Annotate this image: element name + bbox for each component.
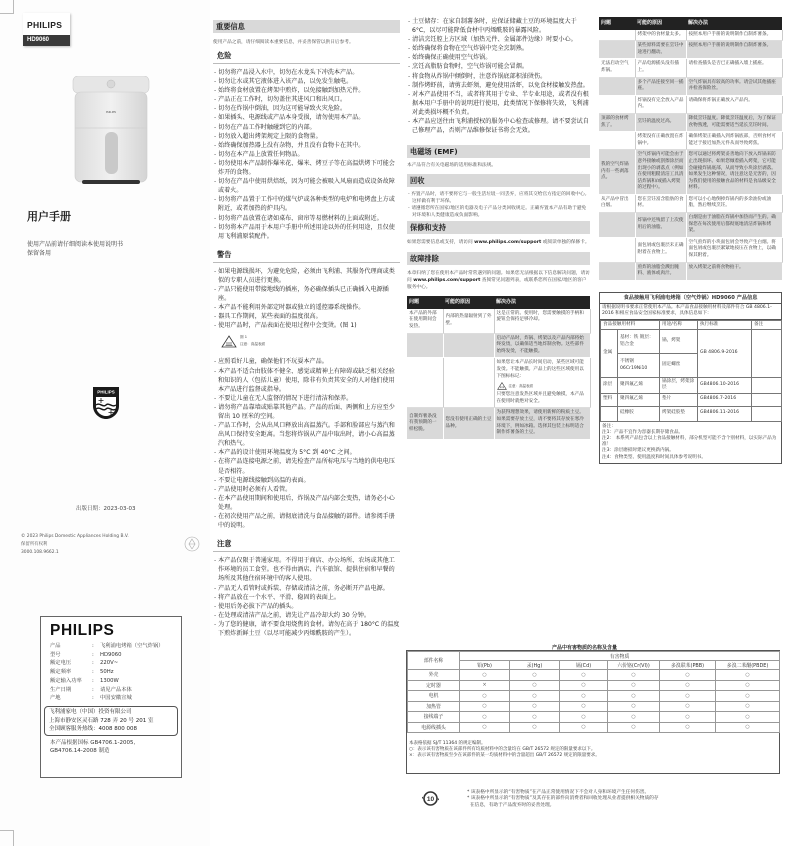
cell-solution: 为获得理想效果，请使用新鲜的粉质土豆。如果需要存放土豆，请不要将其存放在寒冷环境下，例如冰箱。选择其包装上标明适合制作炸薯条的土豆。: [494, 408, 590, 439]
hz-value: ○: [560, 670, 608, 681]
model-badge: HD9060: [23, 35, 70, 46]
list-item: - 产品工作时，会从出风口释放出高温蒸汽。手部和脸部应与蒸汽和出风口保持安全距离。当您将炸锅从产品中取出时，请小心高温蒸汽和热气。: [213, 421, 400, 448]
hz-value: ○: [608, 701, 660, 712]
list-item: - 本产品不能利用外部定时器或独立的遥控器系统操作。: [213, 303, 400, 312]
important-info-column: [213, 0, 400, 638]
hz-value: ○: [560, 680, 608, 691]
cell-problem: [599, 41, 635, 59]
fc-header-use: 用途/名称: [660, 320, 698, 329]
hz-value: ○: [608, 712, 660, 723]
list-item: - 将食物从炸锅中倾倒时，注意炸锅底部积油烫伤。: [407, 72, 590, 81]
cell-cause: 某些原料需要在烹饪中途进行翻动。: [635, 41, 686, 59]
cell-solution: 空气炸锅具有较高的功率。请尝试其他插座并检查保险丝。: [686, 77, 782, 95]
cell-problem: [599, 213, 635, 238]
manual-title: 用户手册: [27, 210, 71, 223]
table-row: [408, 722, 780, 733]
list-item: - 切勿将产品浸入水中，切勿在水龙头下冲洗本产品。: [213, 68, 400, 77]
hz-header-group: 有害物质: [460, 652, 780, 661]
column-header-solution: 解决办法: [686, 17, 782, 30]
cell-problem: 我的空气炸锅内有一些剥落点。: [599, 150, 635, 195]
table-row: [599, 194, 782, 212]
hz-value: ○: [716, 680, 780, 691]
cell-cause: [443, 358, 494, 408]
note-line: 备注：: [602, 423, 616, 429]
fc-header-remark: 备注: [752, 320, 782, 329]
cell-cause: 您没有使用正确的土豆品种。: [443, 408, 494, 439]
crop-mark: [0, 830, 14, 846]
hz-value: ○: [608, 670, 660, 681]
list-item: - 为了您的健康，请不要食用烧焦的食材。请勿在高于 180°C 的温度下煎炸新鲜土豆（以尽可能减少丙烯酰胺的产生）。: [213, 620, 400, 638]
copyright-block: © 2023 Philips Domestic Appliances Holding B.V. 保留所有权利 3000.108.9662.1: [21, 534, 129, 555]
hazard-footnotes: [467, 790, 659, 809]
cell-cause: 煎炸的油脂会溅出腌料、液体或肉汁。: [635, 262, 686, 280]
cell-problem: [599, 262, 635, 280]
list-item: - 切勿让水或其它液体进入该产品，以免发生触电。: [213, 77, 400, 86]
cell-problem: [599, 95, 635, 113]
list-item: - 在初次使用产品之前，请彻底清洗与食品接触的部件。请参阅手册中的说明。: [213, 512, 400, 530]
footnote-line: * 该表格中所显示的“有害物质”及其存在的部件向消费者和回收处理从业者提供相关物质的存: [467, 796, 659, 802]
table-row: [408, 691, 780, 702]
table-row: [599, 59, 782, 77]
table-row: [408, 701, 780, 712]
table-row: [407, 309, 590, 333]
list-item: - 切勿在炸锅中倒油，因为这可能导致火灾危险。: [213, 104, 400, 113]
rating-label: [40, 616, 182, 778]
cell-cause: 产品电源插头没有插上。: [635, 59, 686, 77]
subsection-title-caution: 注意: [213, 536, 400, 552]
hz-value: ○: [716, 701, 780, 712]
list-item: - 将产品放在一个水平、平滑、稳固的表面上。: [213, 593, 400, 602]
philips-shield-icon: [92, 386, 120, 420]
table-row: [599, 213, 782, 238]
cell-solution: 请确保将炸锅正确放入产品内。: [686, 95, 782, 113]
hz-value: ○: [608, 680, 660, 691]
hz-value: ○: [510, 680, 560, 691]
figure-1: 图 1 注意：高温表面: [221, 334, 400, 348]
table-row: [408, 670, 780, 681]
warning-list: [213, 267, 400, 331]
hz-value: ○: [608, 722, 660, 733]
svg-text:10: 10: [426, 796, 435, 803]
hz-value: ○: [660, 701, 716, 712]
hz-value: ○: [660, 680, 716, 691]
list-item: - 器具工作期间，某些表面的温度很高。: [213, 312, 400, 321]
column-header-solution: 解决办法: [494, 296, 590, 309]
list-item: - 切勿将本产品用于本用户手册中所述用途以外的任何用途，且仅使用飞利浦原装配件。: [213, 223, 400, 241]
list-item: - 烹饪高脂肪食物时，空气炸锅可能会冒烟。: [407, 62, 590, 71]
note-line: 本表格依据 SJ/T 11364 的规定编制。: [409, 741, 486, 746]
rating-row: 产地 : 中国安徽宣城: [50, 695, 132, 702]
svg-text:PHILIPS: PHILIPS: [105, 111, 117, 114]
subsection-title-warning: 警告: [213, 247, 400, 263]
subsection-title-danger: 危险: [213, 48, 400, 64]
column-header-problem: 问题: [407, 296, 443, 309]
hz-value: ○: [460, 712, 510, 723]
recycle-icon: [184, 536, 200, 552]
cell-problem: 自制炸薯条没有我预期的一样松脆。: [407, 408, 443, 439]
cover-page: [0, 0, 210, 846]
hz-header-part: 部件名称: [408, 652, 460, 670]
hz-value: ○: [608, 691, 660, 702]
crop-mark: [0, 0, 14, 14]
table-row: [599, 77, 782, 95]
cell-problem: [599, 237, 635, 262]
fc-header-material: 食品接触用材料: [601, 320, 660, 329]
troubleshooting-table-continued: [599, 17, 783, 281]
food-contact-notes: [600, 422, 781, 463]
list-item: - 产品无人看管时或拆装、存储或清洁之前，务必断开产品电源。: [213, 584, 400, 593]
note-line: 注2： 本系列产品包含以上食品接触材料，部分机型可能不含个别材料，以实际产品为准！: [602, 436, 777, 448]
brand-logo: PHILIPS: [27, 20, 63, 30]
food-contact-title: 食品接触用飞利浦电烤箱（空气炸锅）HD9060 产品信息: [600, 293, 781, 304]
danger-list: [213, 68, 400, 241]
hz-value: ×: [460, 680, 510, 691]
list-item: - 产品正在工作时，切勿盖住其进风口和出风口。: [213, 95, 400, 104]
table-row: [599, 237, 782, 262]
hz-substance-header: 多溴联苯(PBB): [660, 661, 716, 670]
rating-label-logo: PHILIPS: [50, 622, 115, 639]
list-item: - 产品只能使用带接地线的插座，务必确保插头已正确插入电源插座。: [213, 285, 400, 303]
food-contact-intro: 请根据说明书要求正常使用本产品。本产品食品接触用材料及部件符合 GB 4806.1-2016 和相应食品安全国家标准要求，具体信息如下：: [600, 304, 781, 320]
troubleshooting-intro: 本章归纳了您在使用本产品时常常遇到的问题。如果您无法根据以下信息解决问题，请访问 www.philips.com/support 查阅常见问题列表，或联系您所在国家/地区的客户服务中心。: [407, 271, 590, 291]
caution-list-continued: [407, 17, 590, 135]
hz-value: ○: [660, 722, 716, 733]
cell-problem: [599, 77, 635, 95]
list-item: - 清洁烹饪腔上方区域（加热元件、金属部件边缘）时要小心。: [407, 35, 590, 44]
list-item: - 始终确保正确使用空气炸锅。: [407, 53, 590, 62]
hz-value: ○: [660, 712, 716, 723]
cell-problem: [599, 132, 635, 150]
hz-value: ○: [560, 691, 608, 702]
list-item: - 始终确保将食物在空气炸锅中完全烹制熟。: [407, 44, 590, 53]
cell-cause: 炸锅没有完全放入产品内。: [635, 95, 686, 113]
fc-group-metal: 金属: [601, 330, 618, 378]
hz-substance-header: 镉(Cd): [560, 661, 608, 670]
cell-problem: 顶部的食材烤焦了。: [599, 113, 635, 131]
fc-header-standard: 执行标准: [698, 320, 752, 329]
epup-10-years-icon: [422, 790, 439, 807]
list-item: - 不要让儿童在无人监督的情况下进行清洁和保养。: [213, 394, 400, 403]
standards-note: 本产品根据国标 GB4706.1-2005, GB4706.14-2008 制造: [50, 739, 136, 755]
hz-part-name: 接线端子: [408, 712, 460, 723]
cell-cause: 您在烹饪富含脂肪的食材。: [635, 194, 686, 212]
footnote-line: 在信息，有助于产品废弃时的妥善处理。: [467, 802, 555, 808]
rating-row: 额定输入功率 : 1300W: [50, 677, 119, 684]
hz-part-name: 电机: [408, 691, 460, 702]
hazardous-substances-table: [407, 651, 780, 733]
hz-value: ○: [510, 691, 560, 702]
list-item: - 不要让电源线接触到高温的表面。: [213, 476, 400, 485]
cell-solution: 您可以通过将烤架妥善地向下放入炸锅来防止出现损坏。如果您倾着插入烤架，它可能会碰撞炸锅底部，从而导致小块涂层剥落。如果发生这种情况，请注意这是无害的，因为我们使用的接触食品的材料是食品级安全材料。: [686, 150, 782, 195]
cell-solution: 这是正常的。使用时，您需要触摸的手柄和旋钮会保持足够冷却。: [494, 309, 590, 333]
note-line: ×：表示该有害物质至少在该部件的某一均质材料中的含量超出 GB/T 26572 规定的限量要求。: [409, 753, 600, 759]
section-title-recycling: 回收: [407, 174, 590, 187]
list-item: - 产品使用时必须有人看管。: [213, 485, 400, 494]
list-item: - 土豆储存：在家自制薯条时，应保证储藏土豆的环境温度大于 6°C，以尽可能降低食材中丙烯酰胺的暴露风险。: [407, 17, 590, 35]
list-item: - 始终将食材放置在烤架中煎炸，以免接触到加热元件。: [213, 86, 400, 95]
list-item: - 请遵循您所在国家/地区的电器及电子产品分类回收规定。正确弃置本产品有助于避免对环境和人类健康造成负面影响。: [407, 205, 590, 219]
table-row: [408, 680, 780, 691]
cell-solution: 白烟是由于油脂在炸锅中加热而产生的。确保您在每次使用后都彻底地清洁炸锅和烤架。: [686, 213, 782, 238]
hz-value: ○: [460, 691, 510, 702]
list-item: - 弃置产品时，请不要将它与一般生活垃圾一同丢弃，应将其交给官方指定的回收中心。这样做有利于环保。: [407, 191, 590, 205]
hazard-table-title: 产品中有害物质的名称及含量: [552, 645, 618, 651]
list-item: - 应照看好儿童，确保他们不玩耍本产品。: [213, 357, 400, 366]
cell-cause: 烹饪的温度过高。: [635, 113, 686, 131]
cell-problem: 从产品中冒出白烟。: [599, 194, 635, 212]
list-item: - 在处理或清洁产品之前，请先让产品冷却大约 30 分钟。: [213, 611, 400, 620]
cell-solution: 如果您让本产品长时间启动，某些区域可能发烫。不能触摸。产品上的这些区域使用以下图标标记： 注意：高温表面 只要您注意发热区域并且避免触摸，本产品在使用时就绝对安全。: [494, 358, 590, 408]
cell-cause: 烤架没有正确放置在炸锅中。: [635, 132, 686, 150]
hz-value: ○: [460, 670, 510, 681]
table-row: [599, 41, 782, 59]
list-item: - 如果插头、电源线或产品本身受损，请勿使用本产品。: [213, 113, 400, 122]
publication-date: 出版日期：2023-03-03: [76, 506, 136, 512]
list-item: - 请勿将产品靠墙或贴靠其他产品。产品的后面、两侧和上方应至少留出 10 厘米的空间。: [213, 403, 400, 421]
hz-substance-header: 汞(Hg): [510, 661, 560, 670]
warning-list-continued: [213, 357, 400, 530]
list-item: - 切勿在产品中使用烘焙纸，因为可能会被吸入风扇而造成设备故障或着火。: [213, 177, 400, 195]
manual-subtitle: 使用产品前请仔细阅读本使用说明书 保留备用: [27, 241, 124, 257]
hz-part-name: 加热管: [408, 701, 460, 712]
company-info-box: 飞利浦家电（中国）投资有限公司 上海市静安区灵石路 728 弄 20 号 201 室 全国顾客服务热线：4008 800 008: [44, 706, 178, 736]
svg-text:PHILIPS: PHILIPS: [97, 389, 115, 395]
table-row: [599, 113, 782, 131]
cell-cause: 内部的热量辐射到了外壁。: [443, 309, 494, 333]
hz-part-name: 定时器: [408, 680, 460, 691]
warranty-text: 如果您需要信息或支持，请访问 www.philips.com/support 或阅读单独的保修卡。: [407, 240, 590, 246]
table-row: [599, 30, 782, 41]
support-link[interactable]: www.philips.com/support: [474, 240, 542, 246]
cell-problem: [407, 333, 443, 358]
section-title-important: 重要信息: [213, 20, 400, 33]
caution-list: [213, 556, 400, 638]
cell-solution: 放入烤架之前将食物拍干。: [686, 262, 782, 280]
list-item: - 使用后务必拔下产品的插头。: [213, 602, 400, 611]
list-item: - 本产品应送往由飞利浦授权的服务中心检查或修理。请不要尝试自己修理产品，否则产品维修保证书将会无效。: [407, 117, 590, 135]
hz-part-name: 外壳: [408, 670, 460, 681]
cell-cause: 炸锅中还残留了上次使用后的油脂。: [635, 213, 686, 238]
table-row: [599, 262, 782, 280]
list-item: - 对本产品使用不当，或者将其用于专业、半专业用途，或者没有根据本用户手册中的说明进行使用，此类情况下保修将失效，飞利浦对此类损坏概不负责。: [407, 90, 590, 117]
hz-substance-header: 多溴二苯醚(PBDE): [716, 661, 780, 670]
list-item: - 制作烤虾前，请剪去虾须，避免使用活虾，以免食材接触发热盘。: [407, 81, 590, 90]
hz-value: ○: [460, 722, 510, 733]
table-row: [407, 358, 590, 408]
support-link[interactable]: www.philips.com/support: [413, 278, 481, 284]
hz-value: ○: [560, 722, 608, 733]
cell-problem: [599, 30, 635, 41]
list-item: - 切勿在产品工作时触碰到它的内部。: [213, 123, 400, 132]
section-title-warranty: 保修和支持: [407, 221, 590, 234]
cell-solution: 按照本用户手册的说明制作自制炸薯条。: [686, 41, 782, 59]
hz-value: ○: [510, 701, 560, 712]
important-intro: 使用产品之前，请仔细阅读本重要信息，并妥善保管以供日后参考。: [213, 40, 354, 45]
table-row: [599, 132, 782, 150]
caution-emf-troubleshooting-column: [407, 0, 590, 440]
rating-row: 额定电压 : 220V~: [50, 660, 119, 667]
cell-solution: 启动产品时，炸锅、烤架以及产品内部将始终发烫，以确保适当地炸制食物。这些部件始终发烫，不能触摸。: [494, 333, 590, 358]
recycling-list: [407, 191, 590, 219]
table-row: [407, 333, 590, 358]
cell-cause: 空气炸锅内可能会由于意外接触或刮擦涂层而出现小的剥落点（例如在使用粗糙清洁工具清洁炸锅和/或插入烤架的过程中）。: [635, 150, 686, 195]
list-item: - 始终确保加热器上没有杂物，并且没有食物卡在其中。: [213, 141, 400, 150]
list-item: - 本产品仅限于普通家用。不得用于商店、办公场所、农场或其他工作环境的员工食堂。也不得由酒店、汽车旅馆、提供住宿和早餐的场所及其他住宿环境中的客人使用。: [213, 556, 400, 583]
hz-value: ○: [510, 670, 560, 681]
list-item: - 在将产品连接电源之前，请先检查产品所标电压与当地的供电电压是否相符。: [213, 457, 400, 475]
cell-problem: 无法启动空气炸锅。: [599, 59, 635, 77]
hz-value: ○: [460, 701, 510, 712]
hz-value: ○: [716, 670, 780, 681]
cell-cause: 烤架中的食材量太多。: [635, 30, 686, 41]
hz-value: ○: [560, 701, 608, 712]
list-item: - 如果电源线损坏，为避免危险，必须由飞利浦、其服务代理商或类似的专职人员进行更换。: [213, 267, 400, 285]
hot-surface-warning-icon: 注意：高温表面: [497, 382, 588, 390]
column-header-cause: 可能的原因: [635, 17, 686, 30]
hz-part-name: 电源线插头: [408, 722, 460, 733]
cell-cause: 多个产品连接至同一插座。: [635, 77, 686, 95]
cell-solution: 降低烹饪温度。降低烹饪温度后，为了保证食物熟透，可能需要适当延长烹饪时间。: [686, 113, 782, 131]
section-title-troubleshooting: 故障排除: [407, 252, 590, 265]
hot-surface-warning-icon: [221, 335, 237, 348]
food-contact-info-table: 食品接触用飞利浦电烤箱（空气炸锅）HD9060 产品信息 请根据说明书要求正常使用本产品。本产品食品接触用材料及部件符合 GB 4806.1-2016 和相应食品安全国家标准要求，具体信息如下： 食品接触用材料 用途/名称 执行标准 备注 金属 基材：铁 镀层：铝合金 锅，烤架 GB 4806.9-2016 不锈钢 06Cr19Ni10 固定螺丝 涂层 聚四氟乙烯 锅涂层，烤架涂层 GB4806.10-2016 塑料 聚四氟乙烯 垫片 GB4806.7-2016 硅橡胶 烤架硅胶垫 GB4806.11-2016 备注： 注1：产品不宜作为容器长期存储食品。 注2： 本系列产品包含以上食品接触材料，部分机型可能不含个别材料，以实际产品为准！ 注3：涂层磨损时建议更换新内锅。 注4：食物类型、使用温度和时间具体参考说明书。: [599, 292, 782, 464]
cell-solution: 请检查插头是否已正确插入墙上插座。: [686, 59, 782, 77]
rating-row: 型号 : HD9060: [50, 651, 122, 658]
list-item: - 本产品的设计使用环境温度为 5°C 到 40°C 之间。: [213, 448, 400, 457]
cell-solution: 您可以小心地倒掉炸锅内的多余油份或油脂，然后继续烹饪。: [686, 194, 782, 212]
hz-value: ○: [560, 712, 608, 723]
hz-value: ○: [510, 712, 560, 723]
cell-problem: [407, 358, 443, 408]
cell-solution: 确保烤架正确插入到炸锅底部，否则食材可能过于接近加热元件从而导致烤焦。: [686, 132, 782, 150]
cell-problem: 本产品的外部在使用期间会发热。: [407, 309, 443, 333]
hz-substance-header: 铅(Pb): [460, 661, 510, 670]
hz-value: ○: [716, 722, 780, 733]
hazard-table-notes: [409, 741, 600, 760]
list-item: - 切勿使用本产品制作爆米花、爆米、烤豆子等在高温烘烤下可能会炸开的食物。: [213, 159, 400, 177]
emf-text: 本产品符合有关电磁场的适用标准和法规。: [407, 163, 497, 169]
table-row: [599, 95, 782, 113]
rating-row: 产品 : 飞利浦电烤箱（空气炸锅）: [50, 643, 164, 649]
hz-substance-header: 六价铬(Cr(VI)): [608, 661, 660, 670]
note-line: 注1：产品不宜作为容器长期存储食品。: [602, 429, 684, 435]
cell-cause: 面包屑或包裹层未正确附着在食物上。: [635, 237, 686, 262]
cell-solution: 空气煎炸的小块面包屑会导致产生白烟。将面包屑或包裹层紧紧地按压在食物上，以确保其附着。: [686, 237, 782, 262]
hz-value: ○: [660, 670, 716, 681]
hz-value: ○: [716, 691, 780, 702]
list-item: - 本产品不适合由肢体不健全、感觉或精神上有障碍或缺乏相关经验和知识的人（包括儿童）使用，除非有负责其安全的人对他们使用本产品进行监督或指导。: [213, 367, 400, 394]
note-line: 注4：食物类型、使用温度和时间具体参考说明书。: [602, 454, 706, 460]
cell-cause: [443, 333, 494, 358]
table-row: [408, 712, 780, 723]
column-header-problem: 问题: [599, 17, 635, 30]
note-line: ○：表示该有害物质在该部件所有均质材料中的含量均在 GB/T 26572 规定的限量要求以下。: [409, 747, 596, 753]
list-item: - 切勿放入超出烤架规定上限的食物量。: [213, 132, 400, 141]
table-row: [599, 150, 782, 195]
hz-value: ○: [716, 712, 780, 723]
column-header-cause: 可能的原因: [443, 296, 494, 309]
brand-tab: [23, 13, 70, 46]
troubleshooting-table: [407, 296, 591, 440]
list-item: - 切勿在本产品上放置任何物品。: [213, 150, 400, 159]
note-line: 注3：涂层磨损时建议更换新内锅。: [602, 448, 674, 454]
cell-solution: 按照本用户手册的说明制作自制炸薯条。: [686, 30, 782, 41]
list-item: - 使用产品时，产品表面在使用过程中会变烫。(图 1): [213, 321, 400, 330]
hz-value: ○: [510, 722, 560, 733]
footnote-line: * 该表格中所显示的“有害物质”在产品正常使用情况下不会对人身和环境产生任何伤害。: [467, 790, 650, 795]
air-fryer-image: [72, 76, 150, 186]
troubleshooting-foodcontact-column: [599, 0, 782, 464]
list-item: - 切勿将产品置于工作中的煤气炉或各种类型的电炉和电烤盘上方或附近，或者加热的炉具内。: [213, 195, 400, 213]
section-title-emf: 电磁场 (EMF): [407, 145, 590, 158]
list-item: - 切勿将产品放置在诸如桌布、窗帘等易燃材料的上面或附近。: [213, 214, 400, 223]
hz-value: ○: [660, 691, 716, 702]
table-row: [407, 408, 590, 439]
list-item: - 在本产品使用期间和使用后，炸锅及产品内部会变热，请务必小心处理。: [213, 494, 400, 512]
rating-row: 生产日期 : 请见产品本体: [50, 686, 132, 693]
rating-row: 额定频率 : 50Hz: [50, 669, 114, 676]
